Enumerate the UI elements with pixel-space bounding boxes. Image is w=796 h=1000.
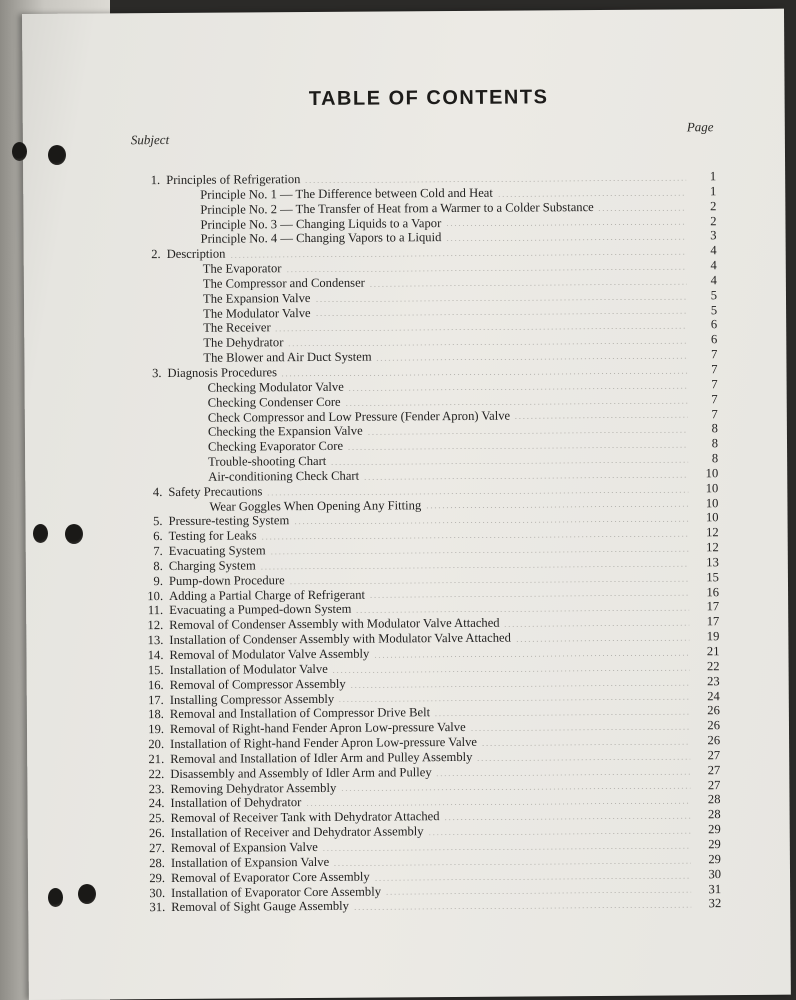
toc-entry-label: Installation of Right-hand Fender Apron Low-pressure Valve	[170, 734, 478, 752]
toc-entry-page: 29	[708, 851, 721, 867]
dot-leader	[270, 550, 689, 554]
toc-entry	[136, 896, 721, 915]
dot-leader	[373, 654, 689, 657]
toc-entry-page: 27	[707, 777, 721, 792]
toc-entry-number: 20.	[148, 737, 165, 752]
binder-hole-bottom-left	[48, 888, 63, 907]
dot-leader	[266, 491, 688, 495]
toc-entry-page: 23	[707, 673, 720, 688]
toc-entry-number: 19.	[148, 722, 165, 737]
toc-entry-label: Adding a Partial Charge of Refrigerant	[169, 587, 366, 603]
dot-leader	[514, 417, 688, 419]
toc-entry-page: 28	[707, 807, 721, 822]
dot-leader	[363, 476, 688, 479]
dot-leader	[350, 684, 690, 687]
toc-entry-page: 10	[705, 495, 719, 510]
dot-leader	[497, 194, 686, 196]
toc-entry-label: Removal of Condenser Assembly with Modulator Valve Attached	[169, 615, 500, 633]
toc-entry-label: The Dehydrator	[203, 335, 284, 351]
dot-leader	[385, 892, 691, 895]
toc-entry-label: Removal of Modulator Valve Assembly	[169, 646, 370, 662]
dot-leader	[347, 446, 688, 449]
toc-entry-number: 8.	[153, 558, 163, 574]
toc-entry-label: Removal of Right-hand Fender Apron Low-pressure Valve	[169, 720, 466, 737]
toc-entry-page: 4	[710, 273, 717, 288]
dot-leader	[355, 610, 689, 613]
toc-entry-label: Installation of Evaporator Core Assembly	[171, 884, 382, 900]
page-title: TABLE OF CONTENTS	[308, 86, 549, 110]
dot-leader	[369, 283, 687, 286]
toc-entry-label: Removal of Receiver Tank with Dehydrator Attached	[170, 809, 440, 826]
toc-entry-number: 18.	[148, 707, 164, 722]
toc-entry-number: 5.	[153, 514, 163, 529]
dot-leader	[332, 669, 690, 672]
toc-entry-label: Removal of Sight Gauge Assembly	[171, 899, 349, 915]
dot-leader	[260, 565, 689, 569]
toc-entry-page: 7	[711, 362, 718, 377]
dot-leader	[322, 847, 691, 851]
toc-entry-page: 27	[707, 762, 721, 777]
toc-entry-number: 21.	[148, 751, 165, 767]
toc-entry-page: 8	[711, 451, 719, 466]
dot-leader	[289, 580, 689, 584]
toc-entry-label: Removal of Compressor Assembly	[169, 676, 346, 692]
toc-entry-page: 10	[705, 480, 719, 495]
binder-hole-middle-left	[33, 524, 48, 543]
dot-leader	[504, 625, 690, 627]
toc-entry-page: 10	[705, 466, 719, 481]
toc-entry-page: 6	[710, 317, 718, 332]
toc-entry-page: 27	[707, 748, 721, 763]
toc-entry-label: Installation of Condenser Assembly with Modulator Valve Attached	[169, 630, 511, 648]
dot-leader	[315, 313, 687, 317]
toc-entry-number: 14.	[147, 648, 164, 663]
dot-leader	[515, 639, 690, 641]
toc-entry-page: 6	[710, 332, 718, 347]
dot-leader	[425, 506, 688, 509]
toc-entry-label: Removal and Installation of Compressor Drive Belt	[169, 705, 431, 722]
dot-leader	[374, 877, 691, 880]
toc-entry-page: 7	[711, 347, 718, 362]
toc-entry-number: 26.	[148, 826, 165, 841]
page-column-header: Page	[686, 119, 714, 135]
toc-entry-number: 15.	[147, 662, 164, 677]
toc-entry-label: Safety Precautions	[168, 484, 263, 499]
toc-entry-number: 24.	[148, 796, 165, 811]
toc-entry-number: 17.	[147, 692, 164, 707]
toc-entry-number: 2.	[151, 247, 161, 262]
toc-entry-page: 24	[707, 688, 720, 703]
toc-entry-label: Checking Evaporator Core	[207, 438, 344, 454]
toc-entry-page: 3	[710, 228, 717, 243]
dot-leader	[261, 535, 689, 539]
toc-entry-page: 26	[707, 718, 721, 733]
toc-entry-label: The Compressor and Condenser	[202, 275, 365, 291]
toc-entry-page: 7	[711, 406, 718, 421]
toc-entry-label: Checking the Expansion Valve	[207, 423, 363, 440]
toc-entry-label: Diagnosis Procedures	[167, 365, 278, 380]
toc-entry-label: Installing Compressor Assembly	[169, 691, 335, 707]
dot-leader	[293, 521, 688, 525]
toc-entry-label: Charging System	[168, 558, 256, 573]
toc-entry-number: 11.	[147, 603, 164, 618]
dot-leader	[338, 699, 690, 702]
toc-entry-page: 10	[705, 510, 719, 525]
toc-entry-label: Principle No. 1 — The Difference between Cold and Heat	[200, 185, 493, 202]
dot-leader	[476, 758, 690, 760]
dot-leader	[353, 907, 691, 910]
toc-entry-page: 2	[710, 198, 717, 213]
toc-entry-label: Pump-down Procedure	[168, 572, 285, 588]
toc-entry-number: 30.	[149, 885, 166, 900]
toc-entry-number: 16.	[147, 677, 164, 692]
toc-entry-page: 26	[707, 733, 721, 748]
dot-leader	[598, 209, 687, 211]
toc-entry-page: 16	[706, 584, 720, 599]
toc-entry-page: 15	[706, 569, 719, 585]
toc-entry-page: 4	[710, 258, 717, 273]
toc-entry-label: The Receiver	[203, 320, 271, 336]
toc-entry-label: Check Compressor and Low Pressure (Fender Apron) Valve	[207, 408, 511, 425]
toc-entry-label: Removing Dehydrator Assembly	[170, 780, 337, 796]
toc-entry-label: Air-conditioning Check Chart	[208, 468, 360, 484]
toc-entry-label: Removal and Installation of Idler Arm and Pulley Assembly	[170, 749, 473, 766]
toc-entry-number: 31.	[149, 900, 166, 915]
toc-list	[131, 169, 721, 915]
dot-leader	[304, 179, 686, 183]
dot-leader	[348, 387, 688, 390]
dot-leader	[281, 372, 688, 376]
toc-entry-number: 13.	[147, 633, 164, 648]
toc-entry-number: 29.	[149, 870, 166, 885]
toc-entry-page: 26	[707, 703, 720, 718]
toc-entry-number: 27.	[149, 840, 165, 856]
toc-entry-page: 7	[711, 391, 718, 406]
dot-leader	[333, 862, 691, 865]
toc-entry-page: 17	[706, 614, 720, 629]
toc-entry-number: 28.	[149, 855, 165, 870]
dot-leader	[481, 743, 690, 745]
toc-entry-page: 8	[711, 436, 719, 451]
toc-entry-page: 5	[710, 302, 718, 317]
dot-leader	[367, 432, 688, 435]
toc-entry-number: 3.	[152, 366, 162, 381]
dot-leader	[444, 817, 691, 820]
toc-entry-page: 12	[705, 525, 719, 540]
toc-entry-label: Testing for Leaks	[168, 528, 257, 544]
dot-leader	[369, 595, 689, 598]
toc-entry-page: 28	[707, 792, 721, 807]
toc-entry-label: Installation of Modulator Valve	[169, 661, 328, 677]
toc-entry-number: 4.	[152, 484, 163, 499]
toc-entry-page: 19	[706, 629, 720, 644]
toc-entry-label: Installation of Expansion Valve	[170, 854, 330, 870]
toc-entry-label: The Blower and Air Duct System	[203, 349, 372, 365]
toc-entry-page: 29	[708, 822, 721, 837]
toc-entry-label: Wear Goggles When Opening Any Fitting	[209, 497, 422, 514]
dot-leader	[376, 357, 688, 360]
toc-entry-label: Pressure-testing System	[168, 513, 290, 529]
toc-entry-label: The Evaporator	[202, 261, 282, 276]
binder-hole-top-left	[12, 142, 27, 161]
toc-entry-label: Checking Condenser Core	[207, 394, 341, 410]
toc-entry-label: Description	[166, 246, 226, 262]
toc-entry-number: 12.	[147, 618, 164, 633]
toc-entry-label: Checking Modulator Valve	[207, 379, 344, 395]
toc-entry-page: 2	[710, 213, 717, 228]
toc-entry-label: Principles of Refrigeration	[166, 172, 301, 187]
document-page	[22, 9, 791, 1000]
toc-entry-label: Installation of Receiver and Dehydrator Assembly	[170, 824, 424, 841]
toc-entry-label: The Expansion Valve	[202, 290, 311, 306]
toc-entry-page: 7	[711, 376, 718, 392]
toc-entry-number: 22.	[148, 766, 165, 781]
toc-entry-label: Principle No. 4 — Changing Vapors to a Liquid	[200, 230, 442, 247]
dot-leader	[445, 239, 686, 242]
dot-leader	[434, 714, 690, 717]
toc-entry-page: 13	[706, 555, 719, 570]
dot-leader	[436, 773, 691, 776]
dot-leader	[330, 461, 688, 464]
binder-hole-middle	[65, 524, 83, 544]
toc-entry-page: 31	[708, 881, 722, 896]
toc-entry-label: Evacuating a Pumped-down System	[169, 602, 352, 618]
toc-entry-label: Evacuating System	[168, 543, 266, 559]
toc-entry-page: 32	[708, 896, 722, 911]
dot-leader	[305, 803, 690, 807]
toc-entry-page: 17	[706, 599, 720, 614]
toc-entry-label: Principle No. 3 — Changing Liquids to a Vapor	[200, 215, 442, 232]
toc-entry-label: Removal of Expansion Valve	[170, 839, 318, 855]
toc-entry-page: 8	[711, 421, 718, 436]
toc-entry-page: 4	[710, 243, 717, 258]
dot-leader	[340, 788, 690, 791]
toc-entry-page: 12	[706, 540, 719, 555]
dot-leader	[275, 328, 688, 332]
dot-leader	[285, 268, 686, 272]
binder-hole-bottom	[78, 884, 96, 904]
dot-leader	[287, 342, 687, 346]
toc-entry-label: The Modulator Valve	[203, 305, 311, 321]
toc-entry-page: 1	[709, 184, 717, 199]
toc-entry-number: 9.	[153, 573, 164, 588]
dot-leader	[345, 402, 688, 405]
toc-entry-number: 10.	[147, 588, 164, 603]
subject-column-header: Subject	[130, 131, 170, 148]
toc-entry-page: 30	[708, 866, 722, 881]
toc-entry-page: 1	[709, 169, 717, 184]
dot-leader	[315, 298, 687, 302]
toc-entry-number: 1.	[150, 173, 161, 188]
toc-entry-number: 23.	[148, 781, 165, 796]
toc-entry-page: 22	[706, 658, 720, 674]
dot-leader	[445, 224, 686, 227]
toc-entry-label: Principle No. 2 — The Transfer of Heat from a Warmer to a Colder Substance	[200, 199, 594, 217]
toc-entry-label: Removal of Evaporator Core Assembly	[170, 869, 370, 885]
toc-entry-number: 7.	[153, 544, 163, 559]
toc-entry-number: 25.	[148, 811, 165, 826]
toc-entry-page: 29	[708, 837, 721, 852]
dot-leader	[229, 253, 686, 257]
dot-leader	[470, 728, 690, 731]
toc-entry-page: 5	[710, 287, 718, 302]
toc-entry-label: Trouble-shooting Chart	[208, 453, 327, 469]
toc-entry-label: Disassembly and Assembly of Idler Arm and Pulley	[170, 764, 432, 781]
toc-entry-number: 6.	[153, 529, 163, 544]
toc-entry-page: 21	[706, 644, 720, 659]
toc-entry-label: Installation of Dehydrator	[170, 795, 302, 811]
binder-hole-top	[48, 145, 66, 165]
dot-leader	[428, 832, 691, 835]
